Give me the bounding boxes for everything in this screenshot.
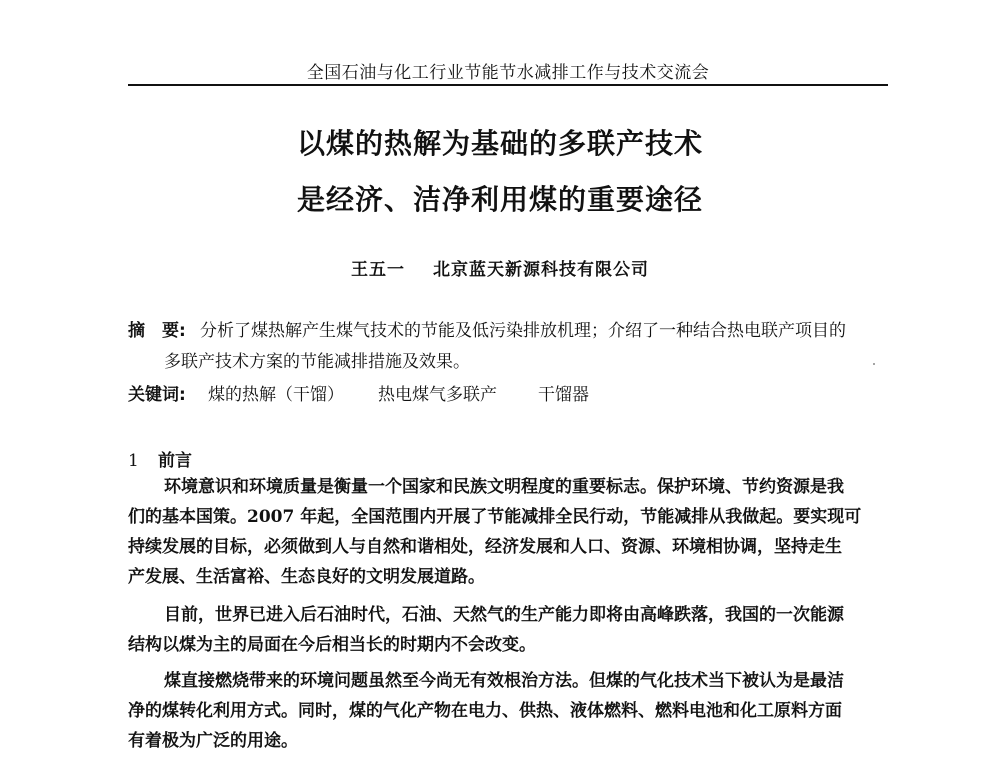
- section-title: 前言: [158, 451, 192, 471]
- abstract-text-line-1: 分析了煤热解产生煤气技术的节能及低污染排放机理；介绍了一种结合热电联产项目的: [200, 321, 846, 341]
- author-affiliation: 北京蓝天新源科技有限公司: [433, 260, 649, 280]
- body-paragraph: [128, 472, 884, 592]
- paragraph-line: 目前，世界已进入后石油时代，石油、天然气的生产能力即将由高峰跌落，我国的一次能源: [164, 605, 844, 625]
- abstract-label: 摘 要:: [128, 321, 186, 341]
- scan-speck: [873, 363, 875, 365]
- paper-title-line-2: 是经济、洁净利用煤的重要途径: [296, 183, 703, 216]
- section-heading: [128, 446, 192, 471]
- paragraph-line: 环境意识和环境质量是衡量一个国家和民族文明程度的重要标志。保护环境、节约资源是我: [164, 477, 844, 497]
- paragraph-line: 有着极为广泛的用途。: [128, 731, 298, 751]
- paragraph-line: 产发展、生活富裕、生态良好的文明发展道路。: [128, 567, 485, 587]
- keywords-label: 关键词:: [128, 385, 186, 405]
- section-number: 1: [128, 451, 139, 471]
- keyword-item: 热电煤气多联产: [378, 385, 497, 405]
- paragraph-line: 持续发展的目标，必须做到人与自然和谐相处，经济发展和人口、资源、环境相协调，坚持走生: [128, 537, 842, 557]
- header-rule: [128, 84, 888, 86]
- paper-title-line-1: 以煤的热解为基础的多联产技术: [296, 127, 703, 160]
- running-header: 全国石油与化工行业节能节水减排工作与技术交流会: [306, 63, 710, 83]
- keyword-item: 干馏器: [538, 385, 589, 405]
- keyword-item: 煤的热解（干馏）: [208, 385, 344, 405]
- paragraph-line: 净的煤转化利用方式。同时，煤的气化产物在电力、供热、液体燃料、燃料电池和化工原料方面: [128, 701, 842, 721]
- paragraph-line: 们的基本国策。2007 年起，全国范围内开展了节能减排全民行动，节能减排从我做起。要实现可: [128, 507, 862, 527]
- paragraph-line: 结构以煤为主的局面在今后相当长的时期内不会改变。: [128, 635, 536, 655]
- byline: [0, 255, 1000, 280]
- body-paragraph: [128, 600, 884, 660]
- body-paragraph: [128, 666, 884, 756]
- author-name: 王五一: [351, 260, 405, 280]
- paragraph-line: 煤直接燃烧带来的环境问题虽然至今尚无有效根治方法。但煤的气化技术当下被认为是最洁: [164, 671, 844, 691]
- abstract-text-line-2: 多联产技术方案的节能减排措施及效果。: [164, 352, 470, 372]
